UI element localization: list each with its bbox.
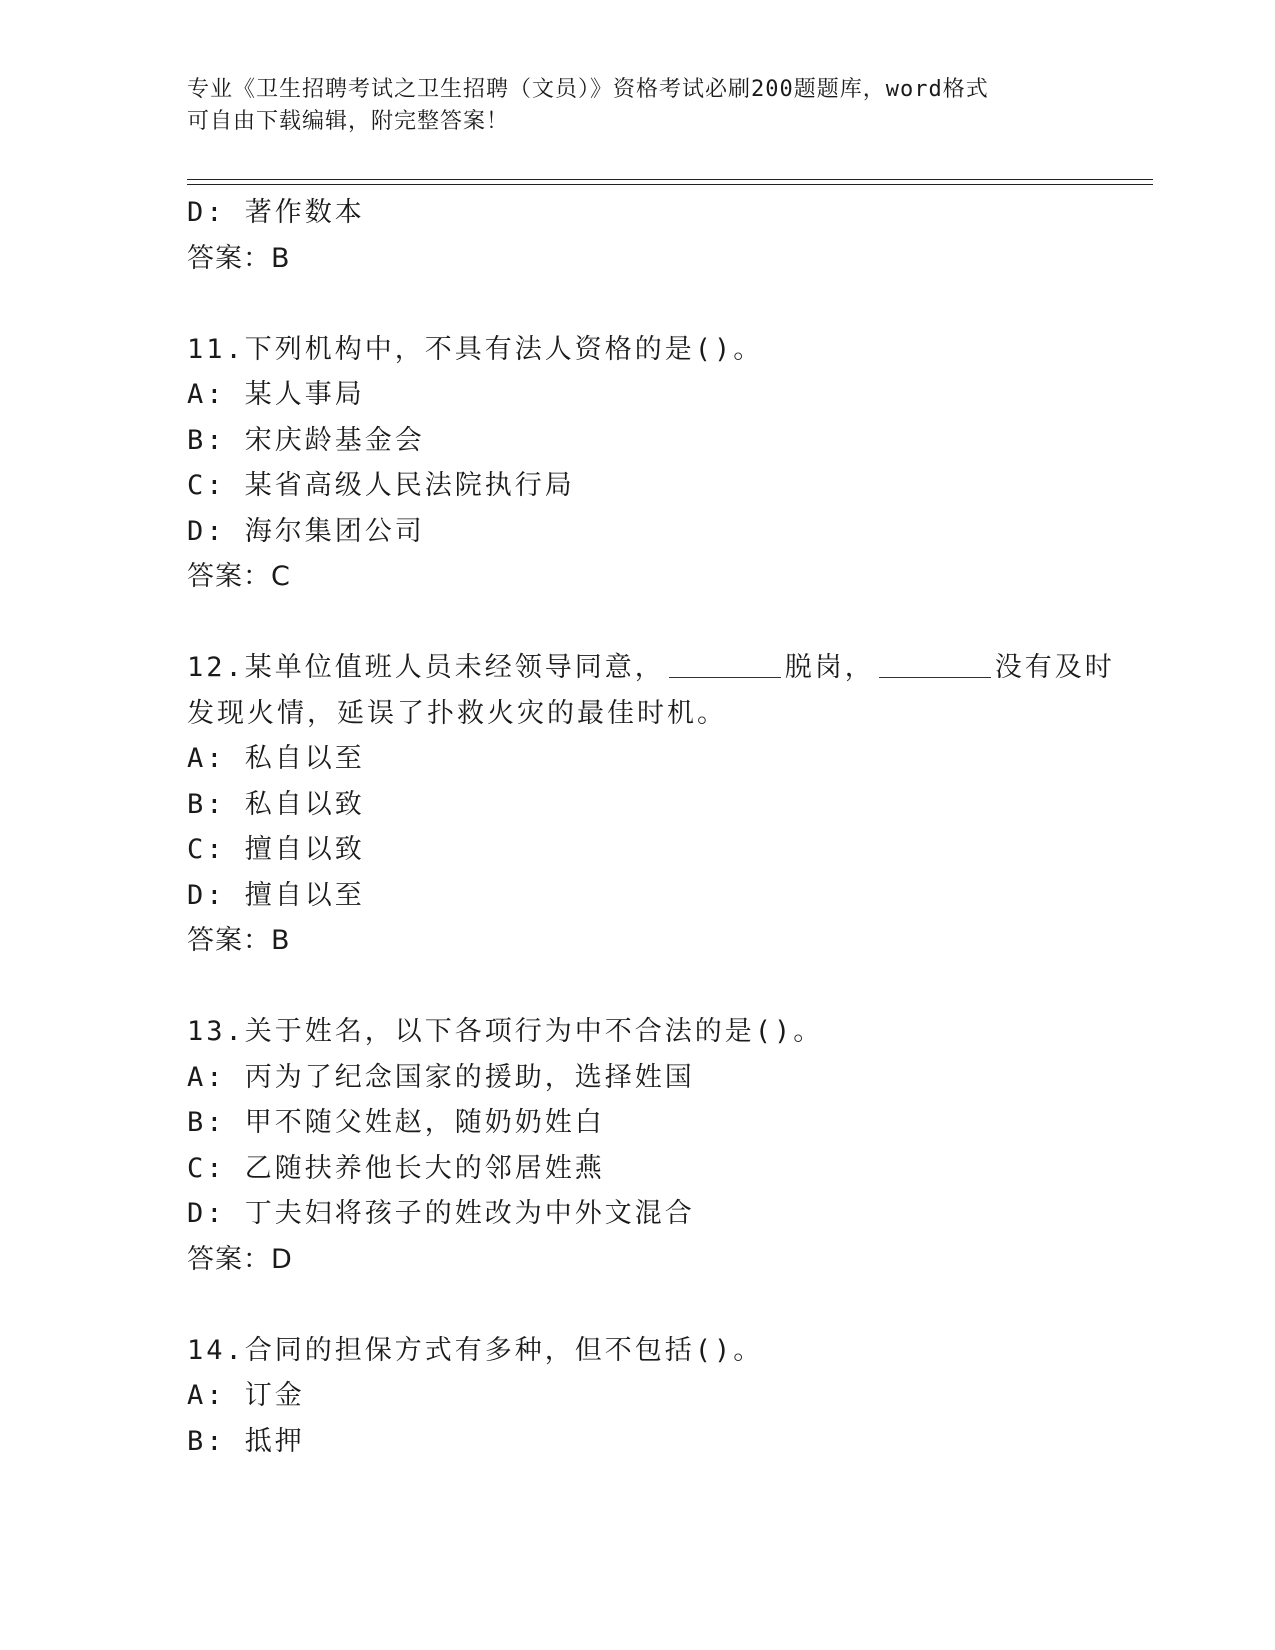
q14-option-a: A: 订金 [187, 1380, 305, 1411]
q12-answer: 答案：B [187, 925, 291, 956]
spacer [187, 1282, 1147, 1328]
header-divider-top [187, 179, 1153, 180]
q12-blank-1 [669, 649, 781, 678]
q13-option-d: D: 丁夫妇将孩子的姓改为中外文混合 [187, 1198, 695, 1229]
q13-option-c: C: 乙随扶养他长大的邻居姓燕 [187, 1152, 605, 1184]
header-divider-bottom [187, 184, 1153, 185]
q12-question-part-3: 没有及时 [994, 652, 1115, 683]
q11-question: 11.下列机构中，不具有法人资格的是()。 [187, 333, 764, 365]
spacer [187, 964, 1147, 1010]
q13-option-b: B: 甲不随父姓赵，随奶奶姓白 [187, 1107, 605, 1138]
q12-option-c: C: 擅自以致 [187, 834, 365, 865]
q12-blank-2 [879, 649, 991, 678]
prev-option-d: D: 著作数本 [187, 197, 365, 228]
question-list [187, 190, 1147, 1464]
q12-question-part-1: 12.某单位值班人员未经领导同意， [187, 652, 665, 683]
document-header [187, 74, 1087, 138]
q11-answer: 答案：C [187, 561, 291, 592]
q13-answer: 答案：D [187, 1243, 293, 1275]
header-title-line-2: 可自由下载编辑，附完整答案！ [187, 109, 510, 134]
q12-option-d: D: 擅自以至 [187, 879, 365, 911]
q11-option-d: D: 海尔集团公司 [187, 515, 425, 547]
spacer [187, 281, 1147, 327]
q11-option-a: A: 某人事局 [187, 379, 365, 410]
q12-question-line-1 [187, 645, 1147, 691]
prev-answer: 答案：B [187, 242, 291, 274]
q12-option-a: A: 私自以至 [187, 743, 365, 774]
q13-question: 13.关于姓名，以下各项行为中不合法的是()。 [187, 1016, 824, 1047]
q12-question-part-2: 脱岗， [784, 652, 875, 683]
q13-option-a: A: 丙为了纪念国家的援助，选择姓国 [187, 1061, 695, 1093]
q11-option-b: B: 宋庆龄基金会 [187, 424, 425, 456]
header-title-line-1: 专业《卫生招聘考试之卫生招聘（文员）》资格考试必刷200题题库，word格式 [187, 77, 989, 102]
spacer [187, 600, 1147, 646]
q12-question-line-2: 发现火情，延误了扑救火灾的最佳时机。 [187, 697, 727, 729]
q12-option-b: B: 私自以致 [187, 788, 365, 820]
q14-question: 14.合同的担保方式有多种，但不包括()。 [187, 1334, 764, 1366]
q14-option-b: B: 抵押 [187, 1425, 305, 1457]
q11-option-c: C: 某省高级人民法院执行局 [187, 470, 575, 501]
